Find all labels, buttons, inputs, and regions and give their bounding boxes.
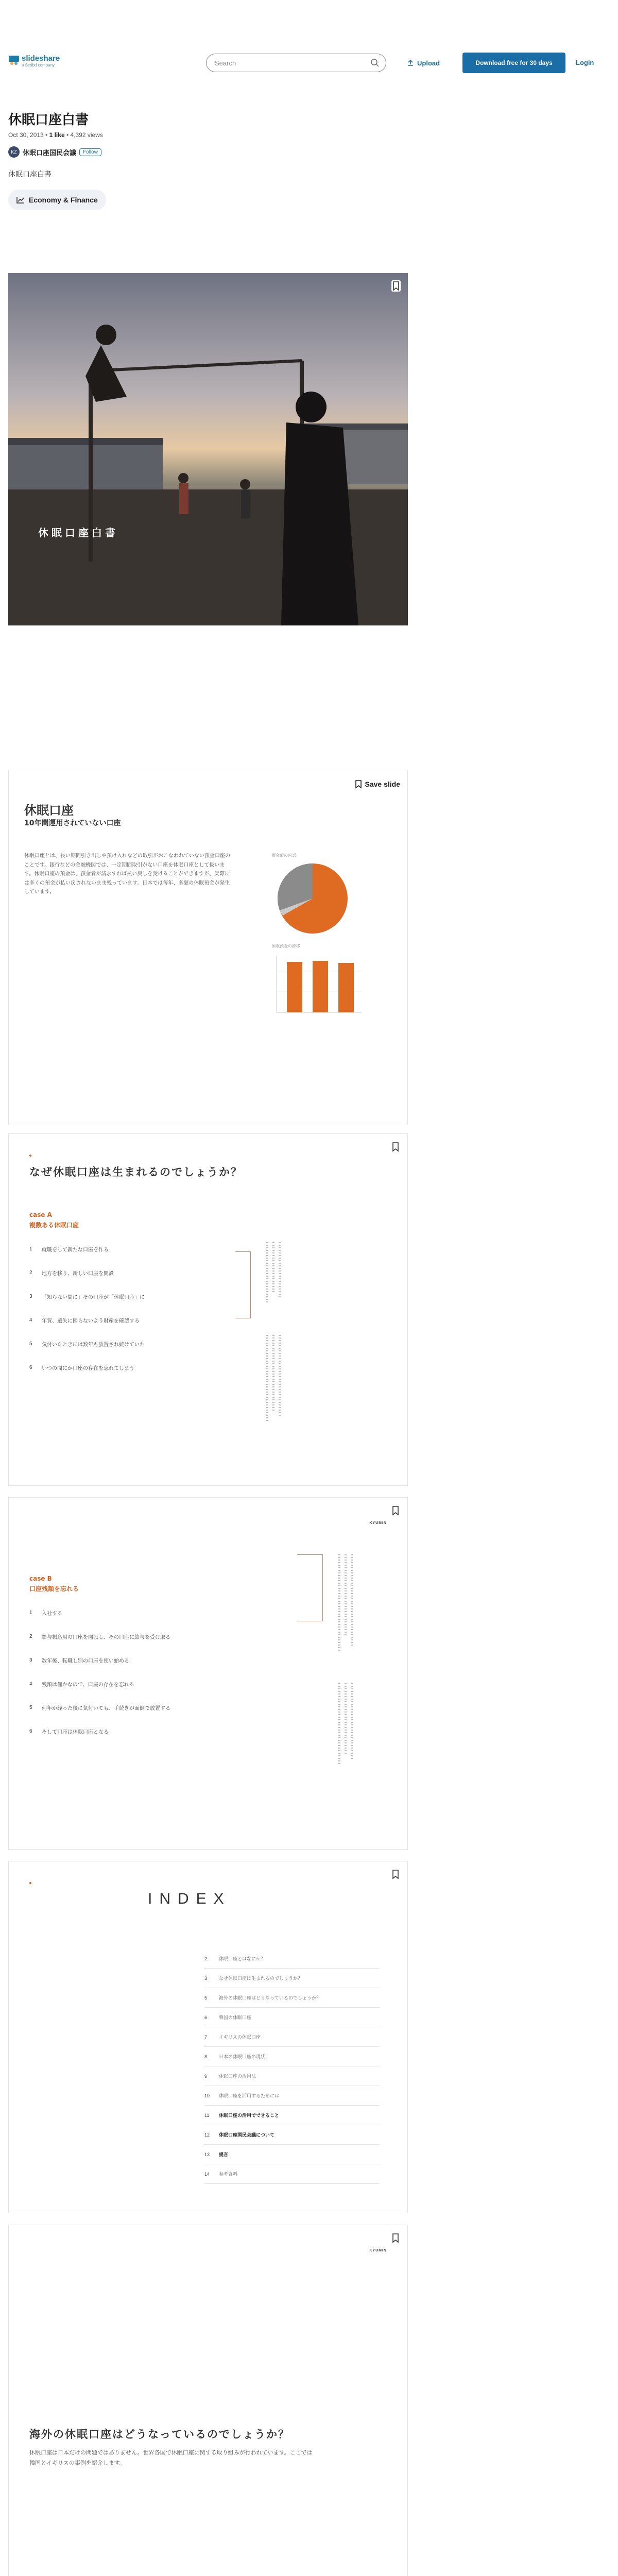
brand-mark: KYUMIN [369, 2249, 387, 2252]
vertical-note [279, 1242, 281, 1299]
upload-button[interactable] [407, 57, 440, 69]
login-link[interactable]: Login [576, 59, 594, 66]
slide-cover[interactable] [8, 273, 408, 625]
list-item: 4 年賀、遺失に困らないよう財産を確認する [29, 1317, 140, 1324]
cover-title: 休眠口座白書 [38, 527, 118, 539]
slide-subtitle: 10年間運用されていない口座 [24, 819, 121, 827]
index-text: 休眠口座の活用法 [219, 2074, 256, 2079]
index-title: INDEX [148, 1890, 231, 1907]
save-slide-button[interactable] [355, 779, 401, 789]
case-label: case B [29, 1575, 52, 1582]
index-number: 5 [204, 1995, 208, 2001]
index-text: 海外の休眠口座はどうなっているのでしょうか？ [219, 1996, 321, 2001]
top-navigation [0, 0, 618, 58]
accent-dot [29, 1882, 31, 1884]
list-item-text: 就職をして新たな口座を作る [42, 1247, 109, 1253]
index-text: なぜ休眠口座は生まれるのでしょうか？ [219, 1976, 303, 1981]
index-row [204, 2164, 380, 2184]
publish-date: Oct 30, 2013 [8, 131, 44, 139]
bookmark-icon[interactable] [391, 1505, 400, 1516]
slide-index[interactable] [8, 1861, 408, 2213]
list-item: 2 給与振込用の口座を開設し、その口座に給与を受け取る [29, 1633, 170, 1640]
list-item: 4 残額は僅かなので、口座の存在を忘れる [29, 1681, 134, 1688]
bookmark-icon[interactable] [391, 1869, 400, 1880]
slideshare-logo[interactable] [8, 54, 75, 69]
slide-4[interactable] [8, 1497, 408, 1850]
index-row [204, 1988, 380, 2008]
vertical-note [351, 1683, 353, 1760]
vertical-note [338, 1683, 340, 1766]
document-meta: Oct 30, 2013 • 1 like • 4,392 views [8, 131, 103, 139]
index-text: 休眠口座とはなにか？ [219, 1957, 266, 1962]
index-row [204, 2086, 380, 2106]
index-row [204, 2027, 380, 2047]
category-tag[interactable] [8, 190, 106, 210]
index-text: 提言 [219, 2153, 229, 2158]
reason-list [29, 1237, 246, 1379]
slide-title: なぜ休眠口座は生まれるのでしょうか？ [29, 1166, 243, 1178]
index-row [204, 2008, 380, 2027]
index-number: 2 [204, 1956, 208, 1961]
save-slide-label: Save slide [365, 780, 400, 788]
list-item: 6 そして口座は休眠口座となる [29, 1728, 109, 1735]
index-row [204, 1969, 380, 1988]
list-item-text: 入社する [42, 1611, 62, 1617]
list-item-text: いつの間にか口座の存在を忘れてしまう [42, 1365, 134, 1371]
slide-title: 休眠口座 [24, 803, 74, 818]
case-title: 複数ある休眠口座 [29, 1222, 79, 1229]
slide-title: 海外の休眠口座はどうなっているのでしょうか？ [29, 2428, 290, 2441]
list-item-text: 年賀、遺失に困らないよう財産を確認する [42, 1318, 140, 1324]
bookmark-icon[interactable] [391, 2232, 400, 2244]
index-row [204, 1949, 380, 1969]
case-label: case A [29, 1211, 52, 1218]
category-label: Economy & Finance [29, 196, 98, 204]
index-number: 14 [204, 2171, 210, 2177]
view-count: 4,392 views [70, 131, 103, 139]
index-text: 休眠口座を活用するためには [219, 2094, 280, 2099]
author-row [8, 146, 101, 158]
index-number: 3 [204, 1975, 208, 1981]
bracket-line [235, 1251, 251, 1318]
index-text: 韓国の休眠口座 [219, 2015, 252, 2021]
slide-chart-figures [266, 853, 369, 1023]
index-text: 参考資料 [219, 2172, 238, 2177]
vertical-note [345, 1554, 347, 1637]
pie-chart [271, 860, 354, 937]
index-row [204, 2066, 380, 2086]
vertical-note [345, 1683, 347, 1755]
index-number: 8 [204, 2054, 208, 2059]
case-title: 口座残額を忘れる [29, 1585, 79, 1592]
chart-caption: 預金額の内訳 [271, 853, 296, 858]
index-number: 12 [204, 2132, 210, 2138]
index-row [204, 2145, 380, 2164]
list-item-text: 残額は僅かなので、口座の存在を忘れる [42, 1682, 134, 1688]
index-number: 6 [204, 2014, 208, 2020]
list-item: 3 数年後、転職し別の口座を使い始める [29, 1657, 129, 1664]
upload-icon [407, 59, 414, 66]
index-number: 9 [204, 2073, 208, 2079]
chart-caption: 休眠預金の推移 [271, 944, 300, 948]
index-text: 日本の休眠口座の現状 [219, 2055, 266, 2060]
list-item-text: 「知らない間に」その口座が「休眠口座」に [42, 1294, 145, 1300]
cover-photo [8, 273, 408, 625]
logo-name: slideshare [22, 54, 60, 63]
like-count: 1 like [49, 131, 65, 139]
list-item: 1 就職をして新たな口座を作る [29, 1246, 109, 1253]
vertical-note [266, 1242, 268, 1304]
index-number: 10 [204, 2093, 210, 2098]
list-item-text: 給与振込用の口座を開設し、その口座に給与を受け取る [42, 1634, 170, 1640]
list-item-text: 気付いたときには数年も放置され続けていた [42, 1342, 145, 1348]
document-title: 休眠口座白書 [8, 112, 89, 128]
download-free-button[interactable]: Download free for 30 days [462, 53, 565, 73]
bookmark-icon[interactable] [391, 280, 401, 292]
index-number: 11 [204, 2112, 210, 2118]
author-name[interactable]: 休眠口座国民会議 [23, 149, 77, 157]
vertical-note [279, 1335, 281, 1417]
search-input[interactable] [215, 58, 364, 67]
list-item-text: 数年後、転職し別の口座を使い始める [42, 1658, 129, 1664]
slide-overseas[interactable] [8, 2225, 408, 2576]
brand-mark: KYUMIN [369, 1521, 387, 1525]
avatar[interactable]: KZ [8, 146, 20, 158]
vertical-note [266, 1335, 268, 1422]
list-item: 5 何年か経った後に気付いても、手続きが面倒で放置する [29, 1704, 170, 1711]
index-row [204, 2047, 380, 2066]
follow-button[interactable]: Follow [79, 148, 101, 156]
index-row [204, 2125, 380, 2145]
bookmark-icon[interactable] [391, 1141, 400, 1153]
index-number: 7 [204, 2034, 208, 2040]
accent-dot [29, 1155, 31, 1157]
index-text: 休眠口座の活用でできること [219, 2113, 280, 2119]
slide-2[interactable] [8, 770, 408, 1125]
slide-body: 休眠口座は日本だけの問題ではありません。世界各国で休眠口座に関する取り組みが行われています。ここでは韓国とイギリスの事例を紹介します。 [29, 2449, 313, 2466]
index-text: イギリスの休眠口座 [219, 2035, 261, 2040]
list-item: 3 「知らない間に」その口座が「休眠口座」に [29, 1293, 145, 1300]
index-row [204, 2106, 380, 2125]
slide-body: 休眠口座とは、長い期間引き出しや預け入れなどの取引がおこなわれていない預金口座のことです。銀行などの金融機関では、一定期間取引がない口座を休眠口座として扱います。休眠口座の預金は、預金者が請求すれば払い戻しを受けることができますが、実際には多くの預金が払い戻されないまま残っています。日本では毎年、多額の休眠預金が発生しています。 [24, 853, 230, 895]
vertical-note [272, 1335, 274, 1412]
slide-3[interactable] [8, 1133, 408, 1486]
vertical-note [272, 1242, 274, 1294]
list-item: 5 気付いたときには数年も放置され続けていた [29, 1341, 145, 1348]
bar-chart [266, 951, 364, 1023]
bracket-line [297, 1554, 323, 1621]
list-item-text: 地方を移り、新しい口座を開設 [42, 1270, 114, 1277]
search-bar[interactable] [206, 54, 386, 72]
list-item-text: 何年か経った後に気付いても、手続きが面倒で放置する [42, 1705, 170, 1711]
index-text: 休眠口座国民会議について [219, 2133, 274, 2138]
list-item: 1 入社する [29, 1609, 62, 1617]
list-item: 6 いつの間にか口座の存在を忘れてしまう [29, 1364, 134, 1371]
list-item-text: そして口座は休眠口座となる [42, 1729, 109, 1735]
slideshare-logo-icon [8, 55, 20, 66]
vertical-note [351, 1554, 353, 1647]
index-list [204, 1949, 380, 2184]
chart-trend-icon [16, 196, 25, 204]
logo-subtitle: a Scribd company [22, 63, 55, 67]
list-item: 2 地方を移り、新しい口座を開設 [29, 1269, 114, 1277]
bookmark-icon [355, 779, 362, 789]
upload-label: Upload [417, 59, 440, 67]
search-icon[interactable] [370, 58, 380, 67]
index-number: 13 [204, 2151, 210, 2157]
reason-list [29, 1601, 246, 1743]
vertical-note [338, 1554, 340, 1652]
document-description: 休眠口座白書 [8, 171, 52, 179]
